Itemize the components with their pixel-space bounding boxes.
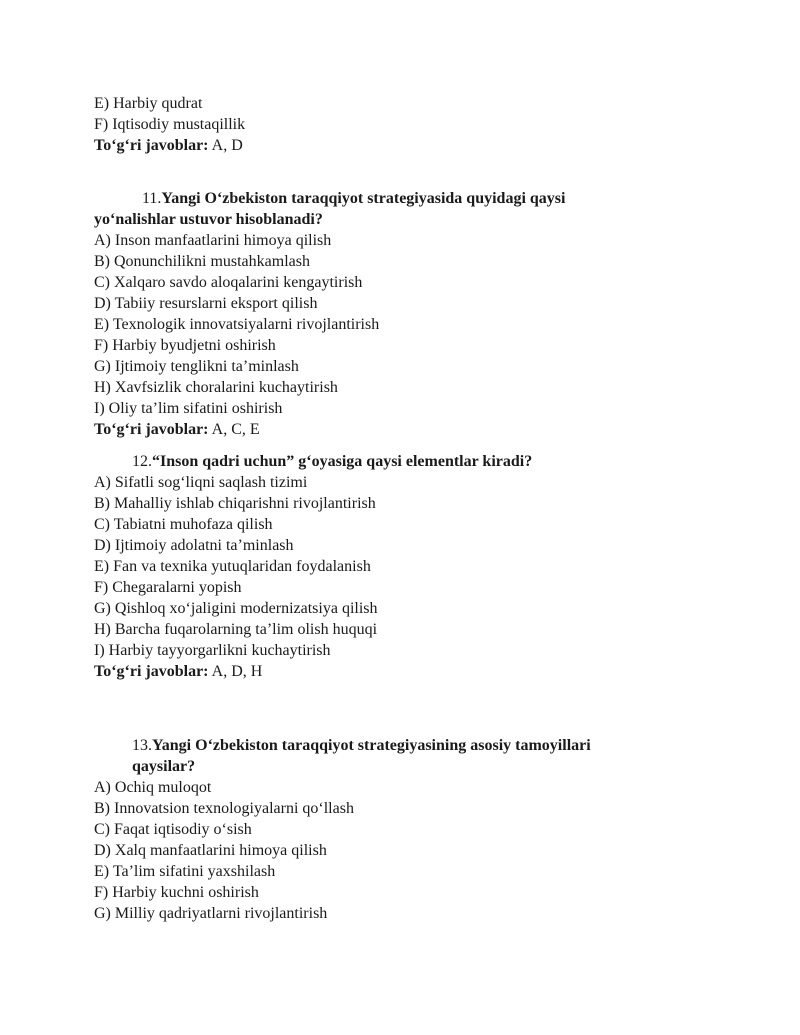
- answer-line: [94, 419, 714, 440]
- answer-line: [94, 661, 714, 682]
- question-title-line1: “Inson qadri uchun” g‘oyasiga qaysi elementlar kiradi?: [152, 453, 533, 470]
- option-item: E) Harbiy qudrat: [94, 95, 203, 112]
- option-item: G) Ijtimoiy tenglikni ta’minlash: [94, 358, 299, 375]
- option-item: A) Ochiq muloqot: [94, 779, 212, 796]
- option-item: A) Inson manfaatlarini himoya qilish: [94, 232, 332, 249]
- question-13: [94, 735, 714, 924]
- option-item: D) Tabiiy resurslarni eksport qilish: [94, 295, 318, 312]
- answer-label: To‘g‘ri javoblar:: [94, 421, 209, 438]
- option-item: G) Milliy qadriyatlarni rivojlantirish: [94, 905, 328, 922]
- option-item: E) Texnologik innovatsiyalarni rivojlantirish: [94, 316, 380, 333]
- answer-value: A, D, H: [208, 663, 263, 680]
- option-item: F) Harbiy kuchni oshirish: [94, 884, 259, 901]
- question-number: 13.: [132, 737, 152, 754]
- option-item: F) Chegaralarni yopish: [94, 579, 242, 596]
- question-number: 11.: [142, 190, 162, 207]
- option-item: F) Harbiy byudjetni oshirish: [94, 337, 276, 354]
- intro-block: [94, 93, 714, 156]
- question-title-line2: qaysilar?: [132, 758, 196, 775]
- option-item: H) Barcha fuqarolarning ta’lim olish huquqi: [94, 621, 378, 638]
- option-item: B) Qonunchilikni mustahkamlash: [94, 253, 310, 270]
- option-item: D) Xalq manfaatlarini himoya qilish: [94, 842, 327, 859]
- question-12: [94, 451, 714, 682]
- option-item: F) Iqtisodiy mustaqillik: [94, 116, 246, 133]
- question-title: [94, 188, 714, 230]
- document-page: [94, 93, 714, 924]
- answer-value: A, D: [208, 137, 243, 154]
- question-title-line1: Yangi O‘zbekiston taraqqiyot strategiyasida quyidagi qaysi: [161, 190, 566, 207]
- option-item: B) Innovatsion texnologiyalarni qo‘llash: [94, 800, 354, 817]
- option-item: C) Faqat iqtisodiy o‘sish: [94, 821, 252, 838]
- question-11: [94, 188, 714, 440]
- question-title: [94, 451, 714, 472]
- question-number: 12.: [132, 453, 152, 470]
- option-item: A) Sifatli sog‘liqni saqlash tizimi: [94, 474, 308, 491]
- option-item: B) Mahalliy ishlab chiqarishni rivojlantirish: [94, 495, 376, 512]
- option-item: G) Qishloq xo‘jaligini modernizatsiya qilish: [94, 600, 378, 617]
- option-item: I) Harbiy tayyorgarlikni kuchaytirish: [94, 642, 331, 659]
- answer-line: [94, 135, 714, 156]
- option-item: C) Xalqaro savdo aloqalarini kengaytirish: [94, 274, 363, 291]
- option-item: E) Ta’lim sifatini yaxshilash: [94, 863, 276, 880]
- answer-label: To‘g‘ri javoblar:: [94, 663, 209, 680]
- option-item: E) Fan va texnika yutuqlaridan foydalanish: [94, 558, 371, 575]
- answer-value: A, C, E: [208, 421, 260, 438]
- option-item: D) Ijtimoiy adolatni ta’minlash: [94, 537, 294, 554]
- answer-label: To‘g‘ri javoblar:: [94, 137, 209, 154]
- option-item: H) Xavfsizlik choralarini kuchaytirish: [94, 379, 338, 396]
- question-title-line1: Yangi O‘zbekiston taraqqiyot strategiyasining asosiy tamoyillari: [152, 737, 591, 754]
- question-title: [94, 735, 714, 777]
- option-item: I) Oliy ta’lim sifatini oshirish: [94, 400, 283, 417]
- option-item: C) Tabiatni muhofaza qilish: [94, 516, 273, 533]
- question-title-line2: yo‘nalishlar ustuvor hisoblanadi?: [94, 211, 323, 228]
